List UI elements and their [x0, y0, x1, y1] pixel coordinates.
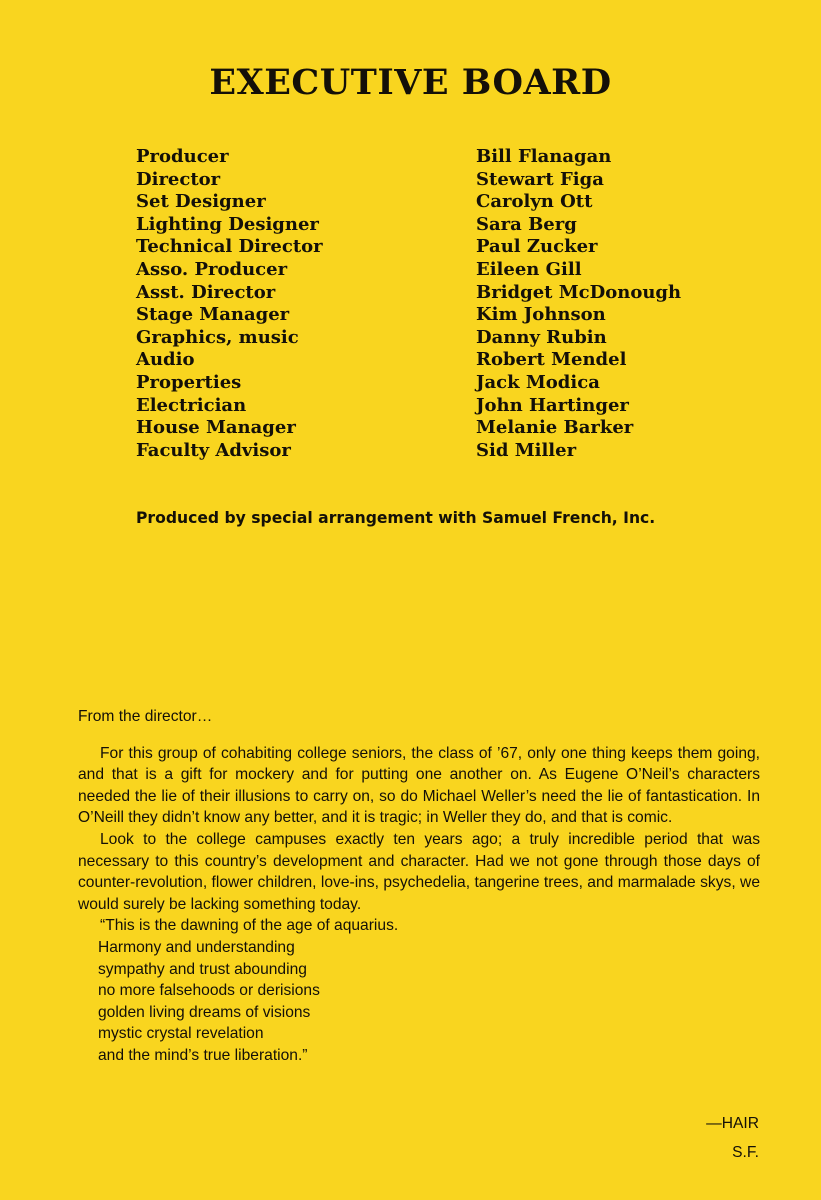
board-role: House Manager	[136, 417, 296, 439]
board-member-name: Jack Modica	[476, 371, 600, 393]
director-note	[78, 706, 760, 1067]
board-member-name: Sara Berg	[476, 213, 577, 235]
poem-line: sympathy and trust abounding	[98, 960, 307, 978]
page-title: EXECUTIVE BOARD	[209, 62, 612, 103]
board-member-name: Stewart Figa	[476, 168, 604, 190]
board-role: Faculty Advisor	[136, 439, 291, 461]
board-member-name: Carolyn Ott	[476, 191, 593, 213]
board-role: Lighting Designer	[136, 213, 319, 235]
board-member-name: Bill Flanagan	[476, 146, 612, 167]
board-role: Asso. Producer	[136, 258, 288, 280]
board-member-name: Robert Mendel	[476, 349, 627, 371]
board-member-name: Eileen Gill	[476, 258, 582, 280]
board-member-name: Danny Rubin	[476, 326, 607, 348]
board-role: Properties	[136, 371, 242, 393]
board-member-name: Kim Johnson	[476, 304, 606, 326]
board-member-name: Melanie Barker	[476, 417, 634, 439]
poem-line: mystic crystal revelation	[98, 1025, 264, 1043]
note-paragraph: For this group of cohabiting college seniors, the class of ’67, only one thing keeps them going, and that is a gift for mockery and for putting one another on. As Eugene O’Neil’s characters needed the lie of their illusions to carry on, so do Michael Weller’s need the lie of fantastication. In O’Neill they didn’t know any better, and it is tragic; in Weller they do, and that is comic.	[78, 744, 760, 827]
board-role: Electrician	[136, 394, 247, 416]
signature-initials: S.F.	[732, 1144, 759, 1161]
board-member-name: Sid Miller	[476, 439, 577, 461]
poem-line: Harmony and understanding	[98, 938, 295, 956]
licensing-credit: Produced by special arrangement with Samuel French, Inc.	[136, 509, 656, 527]
board-member-name: John Hartinger	[476, 394, 629, 416]
board-member-name: Paul Zucker	[476, 236, 598, 258]
board-role: Producer	[136, 146, 229, 167]
board-role: Asst. Director	[136, 281, 276, 303]
board-role: Director	[136, 168, 221, 190]
note-paragraph: Look to the college campuses exactly ten years ago; a truly incredible period that was necessary to this country’s development and character. Had we not gone through those days of counter-revolution, flower children, love-ins, psychedelia, tangerine trees, and marmalade skys, we would surely be lacking something today.	[78, 830, 760, 913]
poem-line: and the mind’s true liberation.”	[98, 1046, 308, 1064]
board-role: Graphics, music	[136, 326, 299, 348]
board-member-name: Bridget McDonough	[476, 281, 682, 303]
board-role: Set Designer	[136, 191, 266, 213]
board-role: Audio	[136, 349, 195, 371]
board-role: Technical Director	[136, 236, 323, 258]
board-role: Stage Manager	[136, 304, 290, 326]
note-greeting: From the director…	[78, 708, 213, 725]
poem-line: golden living dreams of visions	[98, 1003, 311, 1021]
poem-line: “This is the dawning of the age of aquarius.	[100, 917, 399, 935]
poem-line: no more falsehoods or derisions	[98, 982, 320, 1000]
poem-quote	[78, 915, 760, 1066]
quote-attribution: —HAIR	[706, 1115, 759, 1132]
